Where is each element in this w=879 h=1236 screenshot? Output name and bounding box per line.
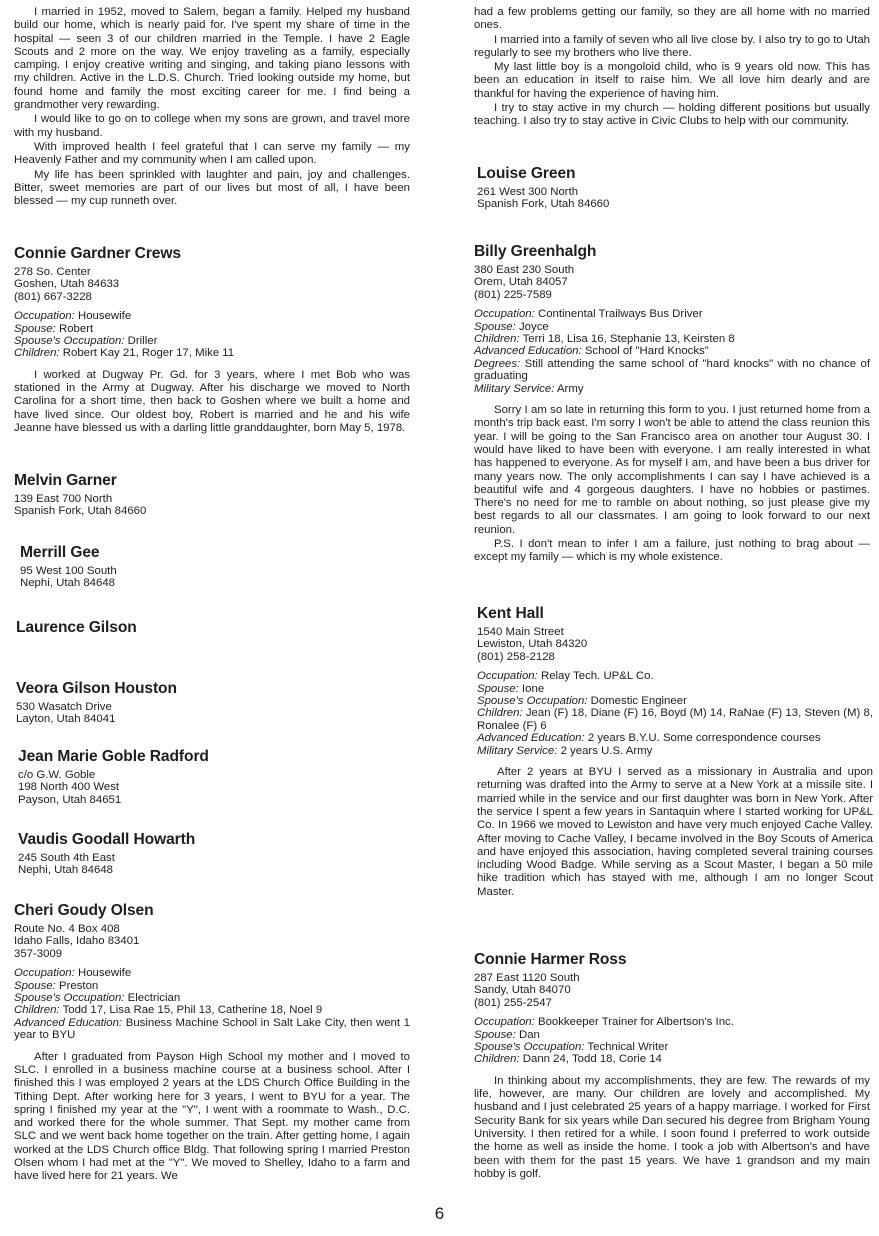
address-line: Goshen, Utah 84633 bbox=[14, 278, 120, 291]
field-degrees bbox=[474, 358, 870, 383]
person-name: Cheri Goudy Olsen bbox=[14, 902, 154, 919]
field-value: Housewife bbox=[77, 967, 132, 980]
address-line: Payson, Utah 84651 bbox=[18, 793, 122, 806]
field-value: Todd 17, Lisa Rae 15, Phil 13, Catherine 18, Noel 9 bbox=[62, 1004, 323, 1017]
field-spouse bbox=[14, 323, 410, 335]
field-label: Advanced Education: bbox=[474, 345, 582, 358]
field-occupation bbox=[474, 308, 870, 320]
person-name: Merrill Gee bbox=[20, 544, 100, 561]
field-list bbox=[474, 1016, 870, 1066]
paragraph: After I graduated from Payson High School my mother and I moved to SLC. I enrolled in a business machine course at a business school. After I finished this I was employed 2 years at the LDS Church Office Building in the Tithing Dept. After working here for 3 years, I went to BYU for a year. The spring I finished my year at the "Y", I went with a roommate to Wash., D.C. and worked there for the whole summer. That Sept. my mother came from SLC and we went back home together on the train. After getting home, I again worked at the LDS Church office Bldg. That following spring I married Preston Olsen whom I had met at the "Y". We moved to Shelley, Idaho to a farm and have lived here for 21 years. We bbox=[14, 1050, 410, 1183]
address-line: Layton, Utah 84041 bbox=[16, 713, 116, 726]
biography bbox=[14, 1051, 410, 1184]
field-label: Occupation: bbox=[474, 308, 535, 321]
field-label: Spouse's Occupation: bbox=[14, 992, 125, 1005]
address-line: 95 West 100 South bbox=[20, 565, 117, 577]
field-label: Spouse: bbox=[477, 682, 519, 695]
person-name: Connie Harmer Ross bbox=[474, 951, 627, 968]
field-list bbox=[477, 670, 873, 757]
field-label: Advanced Education: bbox=[477, 732, 585, 745]
field-spouse-occupation bbox=[14, 335, 410, 347]
phone-number: 357-3009 bbox=[14, 947, 63, 960]
person-name: Vaudis Goodall Howarth bbox=[18, 831, 196, 848]
entry-vaudis-goodall-howarth bbox=[18, 831, 414, 877]
paragraph: I would like to go on to college when my sons are grown, and travel more with my husband. bbox=[14, 113, 410, 139]
field-label: Spouse: bbox=[474, 1028, 516, 1041]
paragraph: After 2 years at BYU I served as a missionary in Australia and upon returning was drafted into the Army to serve at a New York at a missile site. I married while in the service and our first daughter was born in New York. After the service I spent a few years in Santaquin where I started working for UP&L Co. In 1966 we moved to Lewiston and have very much enjoyed Cache Valley. After moving to Cache Valley, I became involved in the Boy Scouts of America and have enjoyed this association, having completed several training courses including Wood Badge. While serving as a Scout Master, I began a 50 mile hike tradition which has stayed with me, although I am no longer Scout Master. bbox=[477, 766, 873, 898]
paragraph: I married in 1952, moved to Salem, began a family. Helped my husband build our home, which is nearly paid for. I've spent my share of time in the hospital — seen 3 of our children married in the Temple. I have 2 Eagle Scouts and 2 more on the way. We enjoy traveling as a family, especially camping. I enjoy creative writing and singing, and taking piano lessons with my children. Active in the L.D.S. Church. Tried looking outside my home, but found home and family the most exciting career for me. I find being a grandmother very rewarding. bbox=[14, 6, 410, 112]
field-value: Robert Kay 21, Roger 17, Mike 11 bbox=[62, 347, 235, 360]
person-name: Laurence Gilson bbox=[16, 619, 137, 636]
person-name: Louise Green bbox=[477, 165, 576, 182]
entry-connie-harmer-ross bbox=[474, 951, 870, 1182]
field-spouse-occupation bbox=[474, 1041, 870, 1053]
field-spouse bbox=[474, 1029, 870, 1041]
paragraph: My last little boy is a mongoloid child, who is 9 years old now. This has been an education in itself to raise him. We all love him dearly and are thankful for having the experience of having him. bbox=[474, 61, 870, 100]
entry-cheri-goudy-olsen bbox=[14, 902, 410, 1185]
field-list bbox=[474, 308, 870, 395]
field-label: Spouse's Occupation: bbox=[474, 1041, 585, 1054]
biography bbox=[477, 766, 873, 899]
paragraph: With improved health I feel grateful that I can serve my family — my Heavenly Father and my community when I am called upon. bbox=[14, 140, 410, 167]
field-advanced-education bbox=[474, 345, 870, 357]
phone-number: (801) 258-2128 bbox=[477, 650, 555, 663]
field-value: Dann 24, Todd 18, Corie 14 bbox=[522, 1053, 662, 1066]
address-line: c/o G.W. Goble bbox=[18, 769, 96, 781]
field-value: Domestic Engineer bbox=[590, 695, 687, 708]
field-military-service bbox=[474, 383, 870, 395]
field-value: Bookkeeper Trainer for Albertson's Inc. bbox=[537, 1016, 734, 1029]
phone-number: (801) 667-3228 bbox=[14, 290, 92, 303]
field-list bbox=[14, 310, 410, 360]
field-label: Spouse: bbox=[14, 979, 56, 992]
field-value: 2 years B.Y.U. Some correspondence courses bbox=[587, 732, 821, 745]
field-value: Driller bbox=[127, 335, 158, 348]
address-line: Nephi, Utah 84648 bbox=[18, 864, 113, 877]
biography bbox=[474, 404, 870, 565]
field-spouse-occupation bbox=[14, 992, 410, 1004]
paragraph: P.S. I don't mean to infer I am a failure, just nothing to brag about — except my family — which is my whole existence. bbox=[474, 538, 870, 564]
paragraph: I married into a family of seven who all live close by. I also try to go to Utah regularly to see my brothers who live there. bbox=[474, 33, 870, 59]
field-label: Children: bbox=[474, 1053, 520, 1066]
field-value: Technical Writer bbox=[587, 1041, 669, 1054]
address-line: Spanish Fork, Utah 84660 bbox=[477, 198, 610, 211]
field-value: 2 years U.S. Army bbox=[560, 744, 653, 757]
person-name: Veora Gilson Houston bbox=[16, 680, 177, 697]
field-occupation bbox=[14, 310, 410, 322]
field-label: Occupation: bbox=[14, 310, 75, 323]
paragraph: In thinking about my accomplishments, they are few. The rewards of my life, however, are many. Our children are lovely and accomplished. My husband and I just celebrated 25 years of a happy marriage. I worked for First Security Bank for six years while Dan secured his degree from Brigham Young University. I then retired for a while. I soon found I preferred to work outside the home as well as inside the home. I took a job with Albertson's and have been with them for the past 15 years. We have 1 grandson and my main hobby is golf. bbox=[474, 1074, 870, 1180]
person-name: Kent Hall bbox=[477, 605, 544, 622]
continued-biography bbox=[14, 6, 410, 209]
entry-kent-hall bbox=[477, 605, 873, 900]
address-line: Sandy, Utah 84070 bbox=[474, 984, 571, 997]
paragraph: I worked at Dugway Pr. Gd. for 3 years, where I met Bob who was stationed in the Army at Dugway. After his discharge we moved to North Carolina for a short time, then back to Goshen where we built a home and have lived since. Our oldest boy, Robert is married and he and his wife Jeanne have blessed us with a darling little granddaughter, born May 5, 1978. bbox=[14, 368, 410, 435]
field-occupation bbox=[14, 967, 410, 979]
continued-biography bbox=[474, 6, 870, 130]
field-label: Spouse's Occupation: bbox=[477, 695, 588, 708]
address-line: 245 South 4th East bbox=[18, 852, 115, 864]
address-line: Spanish Fork, Utah 84660 bbox=[14, 505, 147, 518]
address-line: 139 East 700 North bbox=[14, 493, 113, 505]
entry-melvin-garner bbox=[14, 472, 410, 518]
field-children bbox=[474, 333, 870, 345]
field-value: Terri 18, Lisa 16, Stephanie 13, Keirsten 8 bbox=[522, 333, 735, 346]
field-military-service bbox=[477, 745, 873, 757]
field-label: Military Service: bbox=[477, 744, 558, 757]
field-label: Children: bbox=[14, 347, 60, 360]
field-spouse-occupation bbox=[477, 695, 873, 707]
entry-laurence-gilson bbox=[16, 619, 412, 640]
field-label: Occupation: bbox=[477, 670, 538, 683]
field-value: Continental Trailways Bus Driver bbox=[537, 308, 703, 321]
address-line: Orem, Utah 84057 bbox=[474, 276, 568, 289]
field-label: Occupation: bbox=[474, 1016, 535, 1029]
field-advanced-education bbox=[14, 1017, 410, 1042]
paragraph: My life has been sprinkled with laughter and pain, joy and challenges. Bitter, sweet memories are part of our lives but most of all, I have been blessed — my cup runneth over. bbox=[14, 168, 410, 208]
paragraph: had a few problems getting our family, so they are all home with no married ones. bbox=[474, 6, 870, 32]
page-number: 6 bbox=[434, 1204, 445, 1223]
field-spouse bbox=[477, 683, 873, 695]
field-value: Relay Tech. UP&L Co. bbox=[540, 670, 654, 683]
field-label: Spouse's Occupation: bbox=[14, 335, 125, 348]
field-advanced-education bbox=[477, 732, 873, 744]
phone-number: (801) 255-2547 bbox=[474, 996, 552, 1009]
field-label: Spouse: bbox=[14, 322, 56, 335]
field-value: Housewife bbox=[77, 310, 132, 323]
field-label: Military Service: bbox=[474, 382, 555, 395]
field-occupation bbox=[477, 670, 873, 682]
field-label: Occupation: bbox=[14, 967, 75, 980]
person-name: Connie Gardner Crews bbox=[14, 245, 181, 262]
address-line: 530 Wasatch Drive bbox=[16, 701, 112, 713]
field-children bbox=[474, 1053, 870, 1065]
address-line: 380 East 230 South bbox=[474, 264, 575, 276]
address-line: 278 So. Center bbox=[14, 266, 91, 278]
field-value: Jean (F) 18, Diane (F) 16, Boyd (M) 14, RaNae (F) 13, Steven (M) 8, Ronalee (F) 6 bbox=[477, 707, 873, 732]
field-occupation bbox=[474, 1016, 870, 1028]
field-value: Joyce bbox=[518, 320, 549, 333]
field-value: Still attending the same school of "hard knocks" with no chance of graduating bbox=[474, 357, 870, 383]
field-label: Advanced Education: bbox=[14, 1016, 123, 1029]
address-line: 198 North 400 West bbox=[18, 781, 120, 794]
field-children bbox=[477, 707, 873, 732]
entry-veora-gilson-houston bbox=[16, 680, 412, 726]
address-line: Nephi, Utah 84648 bbox=[20, 577, 115, 590]
field-value: School of "Hard Knocks" bbox=[584, 345, 709, 358]
field-value: Robert bbox=[58, 322, 94, 335]
field-list bbox=[14, 967, 410, 1041]
address-line: Idaho Falls, Idaho 83401 bbox=[14, 935, 140, 948]
address-line: Lewiston, Utah 84320 bbox=[477, 638, 588, 651]
entry-jean-marie-goble-radford bbox=[18, 748, 414, 806]
entry-merrill-gee bbox=[20, 544, 416, 590]
biography bbox=[14, 369, 410, 435]
field-spouse bbox=[474, 321, 870, 333]
field-value: Electrician bbox=[127, 992, 181, 1005]
field-label: Children: bbox=[14, 1004, 60, 1017]
field-label: Degrees: bbox=[474, 357, 521, 370]
field-value: Business Machine School in Salt Lake City, then went 1 year to BYU bbox=[14, 1016, 410, 1042]
biography bbox=[474, 1075, 870, 1181]
entry-connie-gardner-crews bbox=[14, 245, 410, 436]
paragraph: Sorry I am so late in returning this form to you. I just returned home from a month's trip back east. I'm sorry I won't be able to attend the class reunion this year. I will be going to the San Francisco area on another tour August 30. I would have liked to have been with everyone. I am really interested in what has happened to everyone. As for myself I am, and have been a bus driver for many years now. The only accomplishments I can say I have achieved is a beautiful wife and 4 gorgeous daughters. I have no hobbies or pastimes. There's no need for me to ramble on about nothing, so just please give my best regards to all our classmates. I am going to look forward to our next reunion. bbox=[474, 404, 870, 536]
person-name: Jean Marie Goble Radford bbox=[18, 748, 209, 765]
address-line: 287 East 1120 South bbox=[474, 972, 580, 984]
field-label: Children: bbox=[474, 333, 520, 346]
field-value: Army bbox=[556, 382, 584, 395]
field-value: Preston bbox=[58, 979, 99, 992]
address-line: 1540 Main Street bbox=[477, 626, 564, 638]
field-children bbox=[14, 347, 410, 359]
field-value: Ione bbox=[521, 682, 545, 695]
entry-billy-greenhalgh bbox=[474, 243, 870, 566]
field-label: Spouse: bbox=[474, 320, 516, 333]
phone-number: (801) 225-7589 bbox=[474, 288, 552, 301]
address-line: 261 West 300 North bbox=[477, 186, 579, 198]
field-children bbox=[14, 1004, 410, 1016]
person-name: Melvin Garner bbox=[14, 472, 117, 489]
field-value: Dan bbox=[518, 1028, 540, 1041]
entry-louise-green bbox=[477, 165, 873, 211]
person-name: Billy Greenhalgh bbox=[474, 243, 597, 260]
address-line: Route No. 4 Box 408 bbox=[14, 923, 120, 935]
paragraph: I try to stay active in my church — holding different positions but usually teaching. I also try to stay active in Civic Clubs to help with our community. bbox=[474, 102, 870, 128]
field-label: Children: bbox=[477, 707, 523, 720]
field-spouse bbox=[14, 980, 410, 992]
